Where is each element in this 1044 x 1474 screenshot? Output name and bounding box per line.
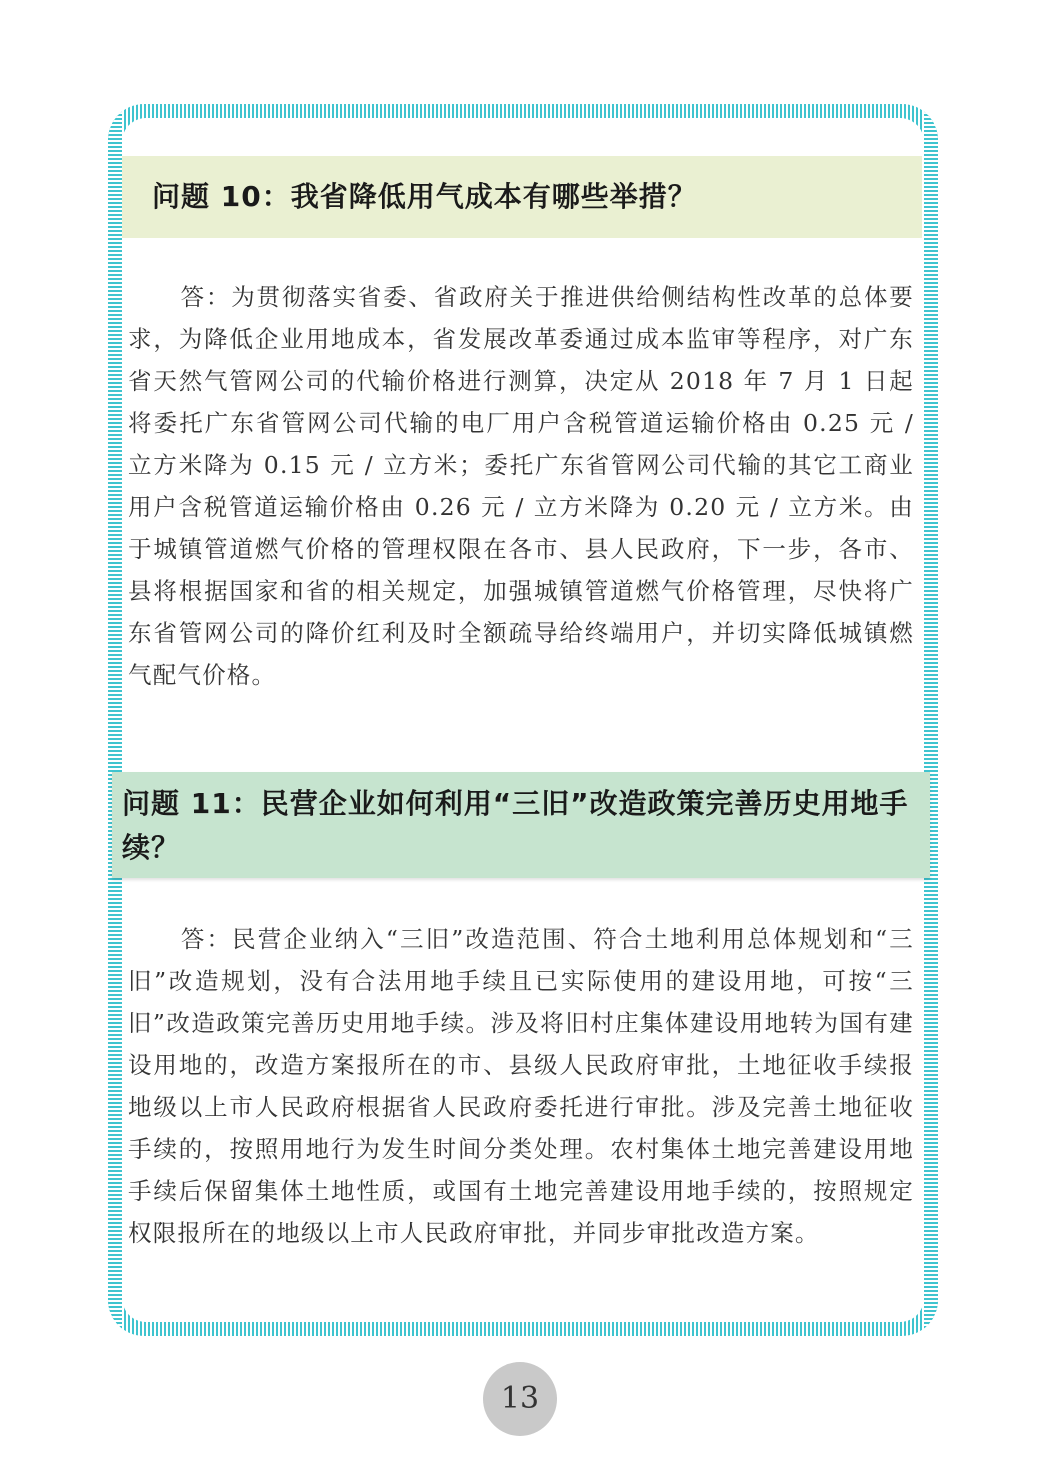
question-11-answer-text: 答：民营企业纳入“三旧”改造范围、符合土地利用总体规划和“三旧”改造规划，没有合法用地手续且已实际使用的建设用地，可按“三旧”改造政策完善历史用地手续。涉及将旧村庄集体建设用地转为国有建设用地的，改造方案报所在的市、县级人民政府审批，土地征收手续报地级以上市人民政府根据省人民政府委托进行审批。涉及完善土地征收手续的，按照用地行为发生时间分类处理。农村集体土地完善建设用地手续后保留集体土地性质，或国有土地完善建设用地手续的，按照规定权限报所在的地级以上市人民政府审批，并同步审批改造方案。 bbox=[128, 925, 914, 1247]
question-11-title: 问题 11：民营企业如何利用“三旧”改造政策完善历史用地手续？ bbox=[112, 772, 930, 878]
question-10-answer-text: 答：为贯彻落实省委、省政府关于推进供给侧结构性改革的总体要求，为降低企业用地成本，省发展改革委通过成本监审等程序，对广东省天然气管网公司的代输价格进行测算，决定从 2018 年 7 月 1 日起将委托广东省管网公司代输的电厂用户含税管道运输价格由 0.25 元 / 立方米降为 0.15 元 / 立方米；委托广东省管网公司代输的其它工商业用户含税管道运输价格由 0.26 元 / 立方米降为 0.20 元 / 立方米。由于城镇管道燃气价格的管理权限在各市、县人民政府，下一步，各市、县将根据国家和省的相关规定，加强城镇管道燃气价格管理，尽快将广东省管网公司的降价红利及时全额疏导给终端用户，并切实降低城镇燃气配气价格。 bbox=[128, 283, 914, 689]
question-10-title: 问题 10：我省降低用气成本有哪些举措？ bbox=[122, 156, 922, 238]
question-11-answer bbox=[128, 918, 914, 1254]
page-number: 13 bbox=[483, 1362, 557, 1436]
question-10-answer bbox=[128, 276, 914, 696]
